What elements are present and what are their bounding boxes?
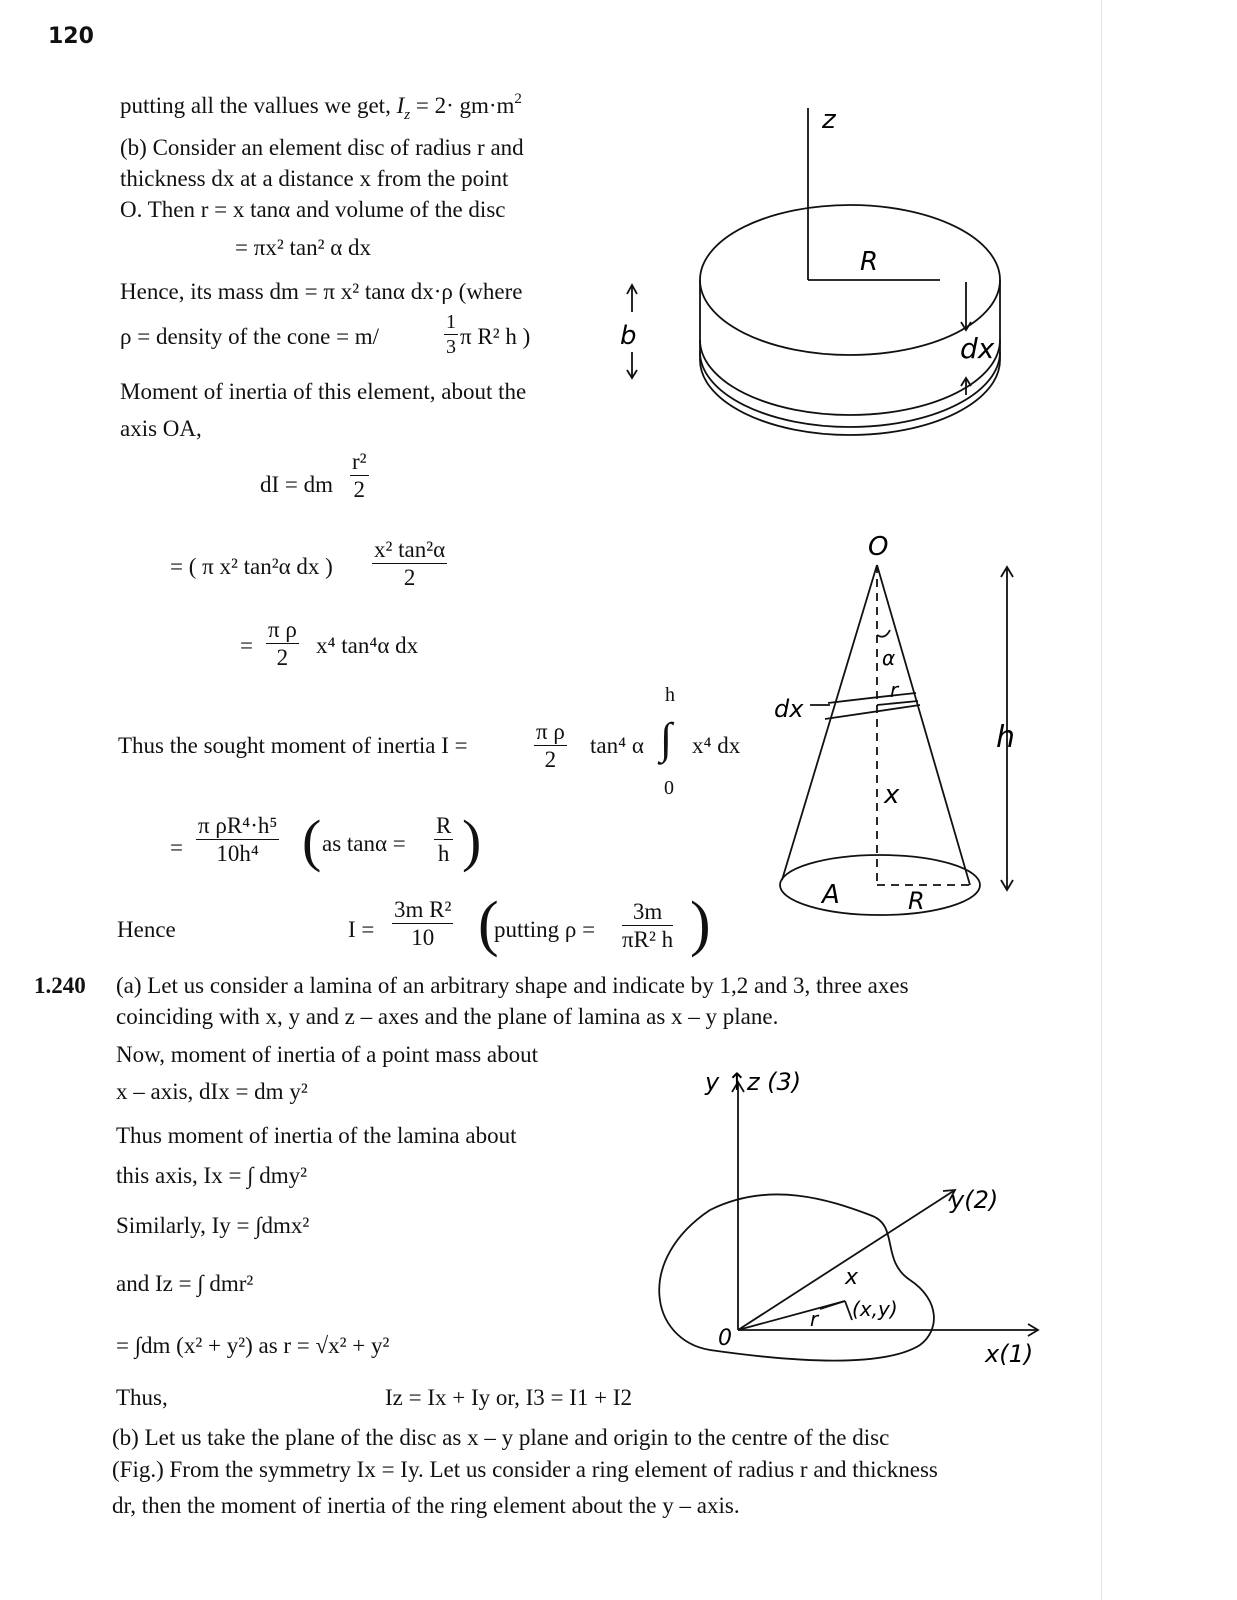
equation-step2: = ( π x² tan²α dx ): [170, 554, 333, 579]
paren-open: (: [478, 890, 499, 958]
integral-lower: 0: [664, 777, 674, 799]
cone-A-label: A: [822, 880, 840, 910]
cone-dx-label: dx: [774, 695, 804, 723]
fraction-num: x² tan²α: [374, 537, 446, 562]
tan4-alpha: tan⁴ α: [590, 733, 644, 758]
text-line: and Iz = ∫ dmr²: [116, 1271, 254, 1296]
fraction-num: π ρ: [536, 719, 565, 744]
fraction-num: 3m: [632, 899, 663, 924]
page-number: 120: [48, 24, 94, 49]
cone-R-label: R: [908, 887, 925, 915]
text-line: π R² h ): [460, 324, 531, 349]
fraction-den: πR² h: [622, 927, 674, 952]
fraction-num: 1: [446, 311, 456, 333]
text-line: dr, then the moment of inertia of the ring element about the y – axis.: [112, 1493, 740, 1518]
lamina-origin-label: 0: [718, 1326, 732, 1351]
line-text: = 2· gm·m: [415, 93, 515, 118]
text-line: = ∫dm (x² + y²) as r = √x² + y²: [116, 1333, 390, 1358]
cone-element-bottom: [825, 705, 920, 719]
fraction-den: h: [434, 839, 453, 865]
text-line: this axis, Ix = ∫ dmy²: [116, 1163, 307, 1188]
equation-perpendicular-axis: Iz = Ix + Iy or, I3 = I1 + I2: [385, 1385, 633, 1410]
text-line: Moment of inertia of this element, about the: [120, 379, 527, 404]
lamina-point-marker: [845, 1301, 852, 1320]
lamina-outline: [659, 1194, 934, 1360]
text-line: axis OA,: [120, 416, 202, 441]
hence-label: Hence: [117, 917, 176, 942]
text-line: Thus moment of inertia of the lamina about: [116, 1123, 517, 1148]
fraction-x2tan2: [372, 538, 447, 589]
cone-O-label: O: [868, 532, 889, 562]
fraction-r2-over-2: [350, 450, 369, 501]
equation-volume: = πx² tan² α dx: [235, 235, 372, 260]
equation-I-lhs: I =: [348, 917, 375, 942]
integral-sign: ∫: [660, 714, 673, 763]
lamina-r-label: r: [810, 1307, 819, 1331]
disc-figure: [610, 90, 1040, 430]
text-line: (a) Let us consider a lamina of an arbitrary shape and indicate by 1,2 and 3, three axes: [116, 973, 909, 998]
fraction-eq5: [196, 814, 279, 865]
text-line: (b) Consider an element disc of radius r and: [120, 135, 524, 160]
thus-label: Thus,: [116, 1385, 168, 1410]
paren-close: ): [690, 890, 711, 958]
text-line: x – axis, dIx = dm y²: [116, 1079, 308, 1104]
text-line: (b) Let us take the plane of the disc as x – y plane and origin to the centre of the disc: [112, 1425, 890, 1450]
equals-sign: =: [170, 835, 183, 860]
text-line: ρ = density of the cone = m/: [120, 324, 380, 349]
text-line: coinciding with x, y and z – axes and the plane of lamina as x – y plane.: [116, 1004, 779, 1029]
fraction-eq6: [392, 898, 453, 949]
cone-element-top: [828, 693, 916, 703]
text-line: Now, moment of inertia of a point mass about: [116, 1042, 539, 1067]
cone-r-label: r: [890, 678, 899, 702]
equals-sign: =: [240, 633, 253, 658]
fraction-one-third: [444, 312, 458, 357]
fraction-den: 2: [372, 563, 447, 589]
text-line: O. Then r = x tanα and volume of the disc: [120, 197, 506, 222]
text-line: putting all the vallues we get, $I_z = 2\cdot gm\cdot m^2$: [120, 91, 522, 123]
putting-rho: putting ρ =: [494, 917, 596, 942]
cone-h-label: h: [996, 720, 1016, 755]
lamina-x-label: x: [845, 1265, 859, 1290]
lamina-xy-label: (x,y): [852, 1297, 898, 1321]
cone-alpha-arc: [877, 630, 890, 637]
text-line: thickness dx at a distance x from the point: [120, 166, 509, 191]
integrand: x⁴ dx: [692, 733, 741, 758]
paren-open: (: [302, 808, 322, 873]
cone-figure: [770, 525, 1070, 925]
cone-alpha-label: α: [882, 646, 896, 670]
line-text: putting all the vallues we get,: [120, 93, 391, 118]
text-line: Hence, its mass dm = π x² tanα dx·ρ (where: [120, 279, 523, 304]
fraction-den: 10h⁴: [196, 839, 279, 865]
fraction-num: r²: [352, 449, 367, 474]
fraction-den: 10: [392, 923, 453, 949]
text-line: Similarly, Iy = ∫dmx²: [116, 1213, 310, 1238]
fraction-R-over-h: [434, 814, 453, 865]
fraction-pirho-over-2b: [534, 720, 567, 771]
iz-symbol: $I_z$: [396, 93, 411, 123]
lamina-y2-label: y(2): [950, 1186, 999, 1214]
as-tan-alpha: as tanα =: [322, 831, 406, 856]
cone-right-edge: [877, 565, 970, 885]
fraction-pirho-over-2: [266, 618, 299, 669]
fraction-den: 2: [534, 745, 567, 771]
lamina-r-tick: [820, 1301, 845, 1309]
lamina-y2-axis: [738, 1190, 955, 1330]
sought-moment-text: Thus the sought moment of inertia I =: [118, 733, 468, 758]
equation-step3: x⁴ tan⁴α dx: [316, 633, 419, 658]
equation-dI: dI = dm: [260, 472, 334, 497]
fraction-den: 2: [350, 475, 369, 501]
cone-x-label: x: [884, 780, 900, 810]
lamina-yz-label: y ↑z (3): [705, 1068, 802, 1096]
fraction-den: 2: [266, 643, 299, 669]
fraction-num: 3m R²: [394, 897, 452, 922]
fraction-num: π ρ: [268, 617, 297, 642]
fraction-rho-value: [622, 900, 673, 951]
disc-z-label: z: [822, 105, 836, 135]
disc-R-label: R: [860, 247, 879, 277]
disc-b-label: b: [620, 321, 637, 351]
integral-upper: h: [665, 684, 675, 706]
fraction-num: R: [436, 813, 452, 838]
fraction-num: π ρR⁴·h⁵: [198, 813, 278, 838]
paren-close: ): [462, 808, 482, 873]
disc-element-top: [700, 340, 1000, 415]
problem-number: 1.240: [34, 973, 86, 998]
fraction-den: 3: [446, 336, 456, 358]
lamina-x1-label: x(1): [985, 1340, 1034, 1368]
disc-dx-label: dx: [960, 332, 995, 365]
page-edge: [1101, 0, 1102, 1600]
text-line: (Fig.) From the symmetry Ix = Iy. Let us consider a ring element of radius r and thickness: [112, 1457, 938, 1482]
lamina-figure: [630, 1060, 1070, 1380]
disc-bottom-ellipse: [700, 360, 1000, 435]
